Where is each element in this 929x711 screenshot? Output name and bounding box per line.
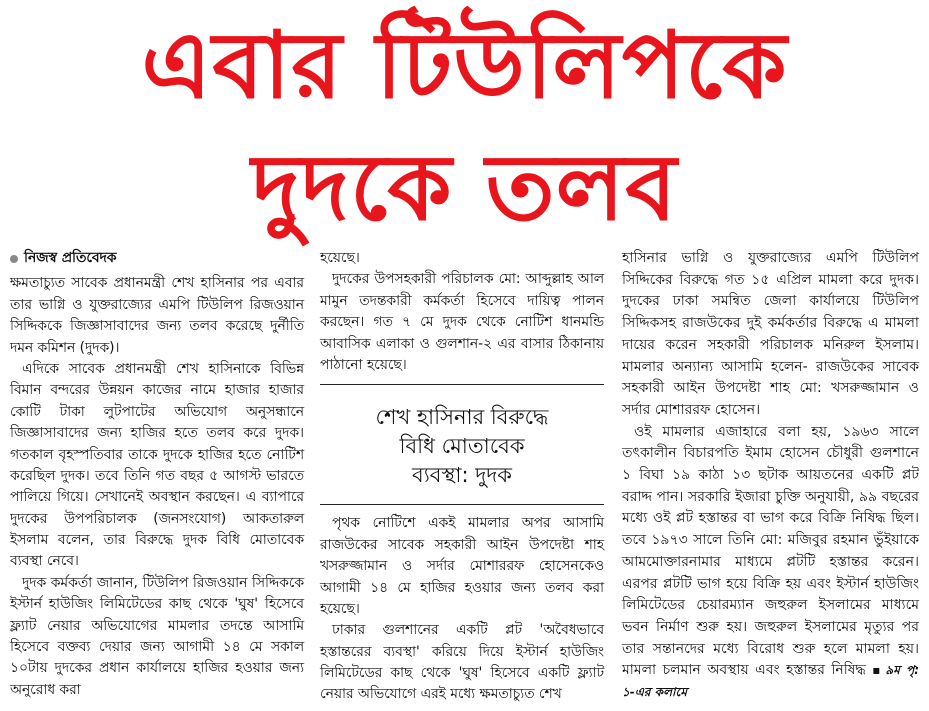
byline-text: নিজস্ব প্রতিবেদক <box>24 250 117 266</box>
article-column-3 <box>622 248 919 704</box>
continuation-text: ৯ম পৃ: ১-এর কলামে <box>622 663 920 700</box>
paragraph: এদিকে সাবেক প্রধানমন্ত্রী শেখ হাসিনাকে বিভিন্ন বিমান বন্দরের উন্নয়ন কাজের নামে হাজার হাজার কোটি টাকা লুটপাটের অভিযোগ অনুসন্ধানে জিজ্ঞাসাবাদের জন্য হাজির হতে তলব করে দুদক। গতকাল বৃহস্পতিবার তাকে দুদকে হাজির হতে নোটিশ করেছিল দুদক। তবে তিনি গত বছর ৫ আগস্ট ভারতে পালিয়ে গিয়ে। সেখানেই অবস্থান করছেন। এ ব্যাপারে দুদকের উপপরিচালক (জনসংযোগ) আকতারুল ইসলাম বলেন, তার বিরুদ্ধে দুদক বিধি মোতাবেক ব্যবস্থা নেবে। <box>10 360 304 570</box>
byline <box>10 248 304 269</box>
article-column-1 <box>10 248 304 701</box>
divider <box>320 384 604 385</box>
paragraph-text: ওই মামলার এজাহারে বলা হয়, ১৯৬৩ সালে তৎকালীন বিচারপতি ইমাম হোসেন চৌধুরী গুলশানে ১ বিঘা ১৯ কাঠা ১৩ ছটাক আয়তনের একটি প্লট বরাদ্দ পান। সরকারি ইজারা চুক্তি অনুযায়ী, ৯৯ বছরের মধ্যে ওই প্লট হস্তান্তর বা ভাগ করে বিক্রি নিষিদ্ধ ছিল। তবে ১৯৭৩ সালে তিনি মো: মজিবুর রহমান ভুঁইয়াকে আমমোক্তারনামার মাধ্যমে প্লটটি হস্তান্তর করেন। এরপর প্লটটি ভাগ হয়ে বিক্রি হয় এবং ইস্টার্ন হাউজিং লিমিটেডের চেয়ারম্যান জহুরুল ইসলামের মাধ্যমে ভবন নির্মাণ শুরু হয়। জহুরুল ইসলামের মৃত্যুর পর তার সন্তানদের মধ্যে বিরোধ শুরু হলে মামলা হয়। মামলা চলমান অবস্থায় এবং হস্তান্তর নিষিদ্ধ <box>622 423 919 679</box>
paragraph <box>622 422 919 704</box>
paragraph: হয়েছে। <box>320 250 360 266</box>
subheadline-line-1: শেখ হাসিনার বিরুদ্ধে <box>375 405 549 430</box>
subheadline <box>320 393 604 496</box>
paragraph: ক্ষমতাচ্যুত সাবেক প্রধানমন্ত্রী শেখ হাসিনার পর এবার তার ভাগ্নি ও যুক্তরাজ্যের এমপি টিউলিপ রিজওয়ান সিদ্দিককে জিজ্ঞাসাবাদের জন্য তলব করেছে দুর্নীতি দমন কমিশন (দুদক)। <box>10 275 304 356</box>
paragraph: পৃথক নোটিশে একই মামলার অপর আসামি রাজউকের সাবেক সহকারী আইন উপদেষ্টা শাহ খসরুজ্জামান ও সর্দার মোশাররফ হোসেনকেও আগামী ১৪ মে হাজির হওয়ার জন্য তলব করা হয়েছে। <box>320 515 604 617</box>
article-column-2 <box>320 248 604 706</box>
continuation-icon: ▪ <box>872 663 883 678</box>
bullet-icon <box>10 255 18 263</box>
paragraph: হাসিনার ভাগ্নি ও যুক্তরাজ্যের এমপি টিউলিপ সিদ্দিকের বিরুদ্ধে গত ১৫ এপ্রিল মামলা করে দুদক। দুদকের ঢাকা সমন্বিত জেলা কার্যালয়ে টিউলিপ সিদ্দিকসহ রাজউকের দুই কর্মকর্তার বিরুদ্ধে এ মামলা দায়ের করেন সহকারী পরিচালক মনিরুল ইসলাম। মামলার অন্যান্য আসামি হলেন- রাজউকের সাবেক সহকারী আইন উপদেষ্টা শাহ মো: খসরুজ্জামান ও সর্দার মোশাররফ হোসেন। <box>622 250 919 418</box>
headline-line-1: এবার টিউলিপকে <box>141 12 788 119</box>
divider <box>320 504 604 505</box>
subheadline-line-2: বিধি মোতাবেক <box>399 434 525 459</box>
headline-line-2: দুদকে তলব <box>251 134 678 241</box>
paragraph: ঢাকার গুলশানের একটি প্লট 'অবৈধভাবে হস্তান্তরের ব্যবস্থা' করিয়ে দিয়ে ইস্টার্ন হাউজিং লিমিটেডের কাছ থেকে 'ঘুষ' হিসেবে একটি ফ্ল্যাট নেয়ার অভিযোগে এরই মধ্যে ক্ষমতাচ্যুত শেখ <box>320 622 604 703</box>
paragraph: দুদকের উপসহকারী পরিচালক মো: আব্দুল্লাহ আল মামুন তদন্তকারী কর্মকর্তা হিসেবে দায়িত্ব পালন করছেন। গত ৭ মে দুদক থেকে নোটিশ ধানমন্ডি আবাসিক এলাকা ও গুলশান-২ এর বাসার ঠিকানায় পাঠানো হয়েছে। <box>320 271 604 373</box>
subheadline-line-3: ব্যবস্থা: দুদক <box>412 463 512 488</box>
paragraph: দুদক কর্মকর্তা জানান, টিউলিপ রিজওয়ান সিদ্দিককে ইস্টার্ন হাউজিং লিমিটেডের কাছ থেকে 'ঘুষ' হিসেবে ফ্ল্যাট নেয়ার অভিযোগের মামলার তদন্তে আসামি হিসেবে বক্তব্য দেয়ার জন্য আগামী ১৪ মে সকাল ১০টায় দুদকের প্রধান কার্যালয়ে হাজির হওয়ার জন্য অনুরোধ করা <box>10 574 304 698</box>
